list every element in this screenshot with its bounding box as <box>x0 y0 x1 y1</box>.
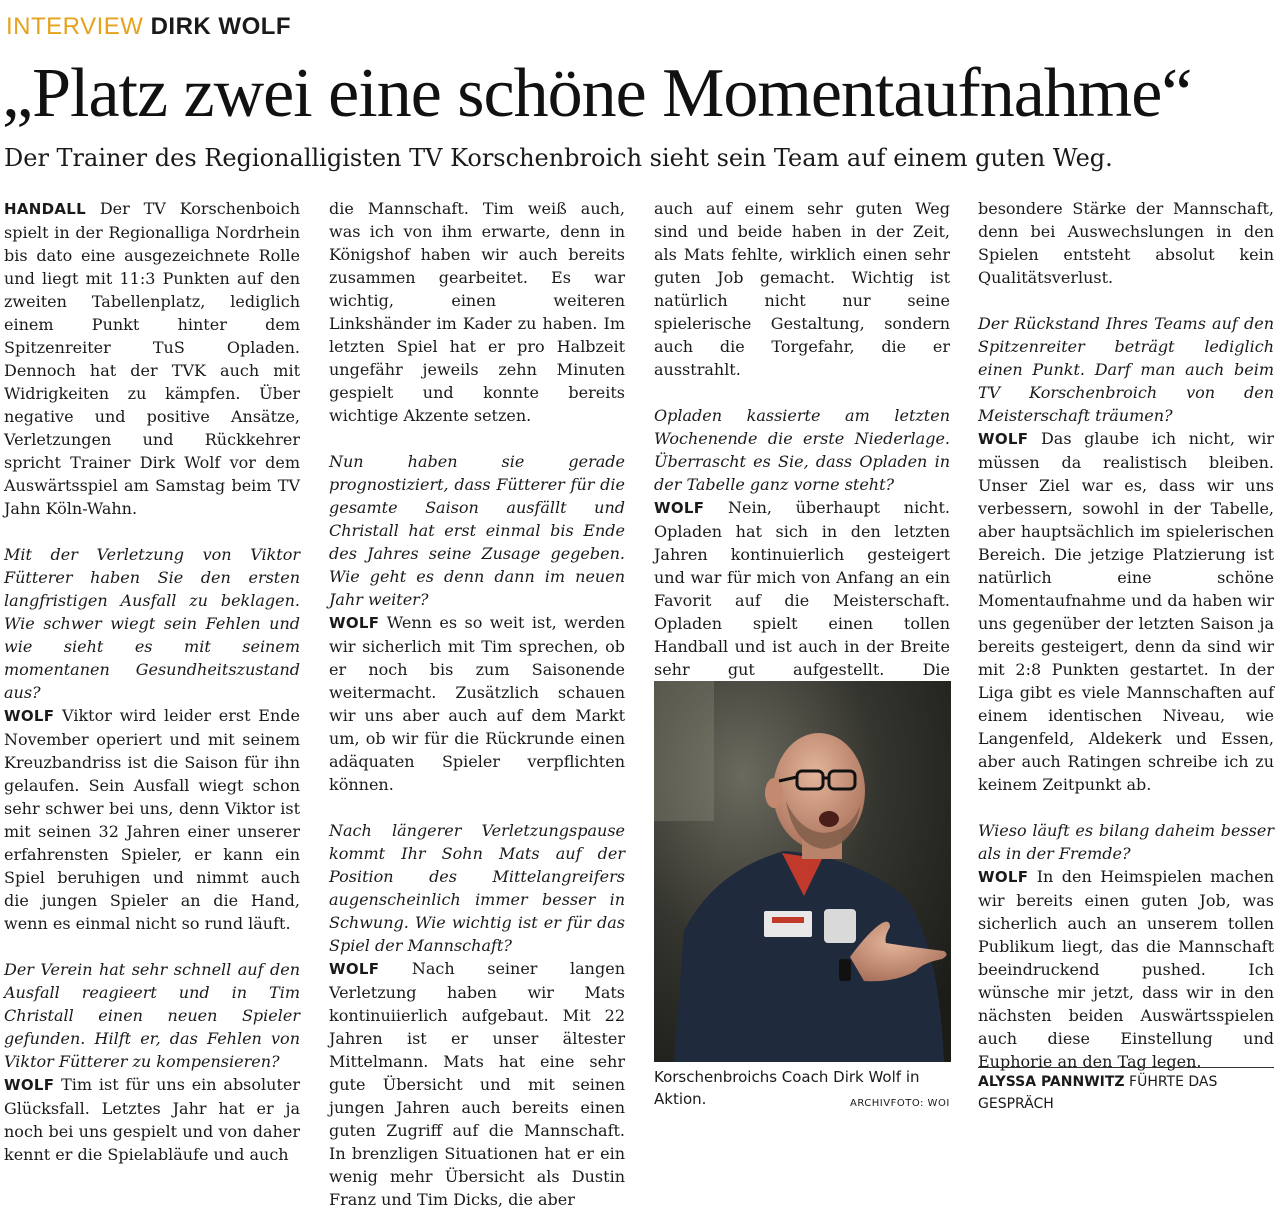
intro-paragraph <box>4 197 300 520</box>
question-2: Der Verein hat sehr schnell auf den Ausfall reagieert und in Tim Christall einen neuen Spieler gefunden. Hilft er, das Fehlen von Viktor Fütterer zu kompensieren? <box>4 960 300 1071</box>
subheadline: Der Trainer des Regionalligisten TV Korschenbroich sieht sein Team auf einem guten Weg. <box>4 144 1113 172</box>
speaker-tag: WOLF <box>978 868 1029 886</box>
headline: „Platz zwei eine schöne Momentaufnahme“ <box>2 55 1192 132</box>
answer-4-part-2: auch auf einem sehr guten Weg sind und beide haben in der Zeit, als Mats fehlte, wirklich einen sehr guten Job gemacht. Wichtig ist natürlich nicht nur seine spielerische Gestaltung, sondern auch die Torgefahr, die er ausstrahlt. <box>654 199 950 379</box>
speaker-tag: WOLF <box>4 707 55 725</box>
article-column-1 <box>4 197 300 1166</box>
answer-1 <box>4 704 300 935</box>
kicker-label: INTERVIEW <box>6 13 144 40</box>
coach-illustration <box>654 681 951 1062</box>
answer-4-part-1 <box>329 957 625 1211</box>
answer-5-text-a: Nein, überhaupt nicht. Opladen hat sich in den letzten Jahren kontinuierlich gesteigert und war für mich von Anfang an ein Favorit auf die Meisterschaft. Opladen spielt einen tollen Handball und ist auch in der Breite sehr gut aufgestellt. Die <box>654 498 950 679</box>
photo-caption: Korschenbroichs Coach Dirk Wolf in Aktion. <box>654 1068 920 1108</box>
answer-7-text: In den Heimspielen machen wir bereits einen guten Job, was sicherlich auch an unserem tollen Publikum liegt, das die Mannschaft beeindruckend pushed. Ich wünsche mir jetzt, dass wir in den nächsten beiden Auswärtsspielen auch diese Einstellung und Euphorie an den Tag legen. <box>978 867 1274 1071</box>
speaker-tag: WOLF <box>654 499 705 517</box>
speaker-tag: WOLF <box>329 614 380 632</box>
answer-2-part-2: die Mannschaft. Tim weiß auch, was ich von ihm erwarte, denn in Königshof haben wir auch bereits zusammen gearbeitet. Es war wichtig, einen weiteren Linkshänder im Kader zu haben. Im letzten Spiel hat er pro Halbzeit ungefähr jeweils zehn Minuten gespielt und konnte bereits wichtige Akzente setzen. <box>329 199 625 425</box>
answer-1-text: Viktor wird leider erst Ende November operiert und mit seinem Kreuzbandriss ist die Saison für ihn gelaufen. Sein Ausfall wiegt schon sehr schwer bei uns, denn Viktor ist mit seinen 32 Jahren einer unserer erfahrensten Spieler, er kann ein Spiel beruhigen und nimmt auch die jungen Spieler an die Hand, wenn es einmal nicht so rund läuft. <box>4 706 300 933</box>
answer-3-text: Wenn es so weit ist, werden wir sicherlich mit Tim sprechen, ob er noch bis zum Saisonende weitermacht. Zusätzlich schauen wir uns aber auch auf dem Markt um, ob wir für die Rückrunde einen adäquaten Spieler verpflichten können. <box>329 613 625 794</box>
speaker-tag: WOLF <box>329 960 380 978</box>
speaker-tag: WOLF <box>978 430 1029 448</box>
author-note: FÜHRTE DAS GESPRÄCH <box>978 1074 1218 1112</box>
article-column-3 <box>654 197 950 704</box>
answer-3 <box>329 611 625 796</box>
answer-6 <box>978 427 1274 796</box>
answer-2-text-a: Tim ist für uns ein absoluter Glücksfall. Letztes Jahr hat er ja noch bei uns gespielt und von daher kennt er die Spielabläufe und auch <box>4 1075 300 1164</box>
byline <box>978 1071 1274 1115</box>
answer-5-part-1 <box>654 496 950 704</box>
article-column-4 <box>978 197 1274 1073</box>
coach-photo <box>654 681 951 1062</box>
photo-credit: ARCHIVFOTO: WOI <box>850 1098 950 1109</box>
speaker-tag: WOLF <box>4 1076 55 1094</box>
answer-5-part-2: besondere Stärke der Mannschaft, denn bei Auswechslungen in den Spielen entsteht absolut kein Qualitätsverlust. <box>978 199 1274 287</box>
question-5: Opladen kassierte am letzten Wochenende die erste Niederlage. Überrascht es Sie, dass Opladen in der Tabelle ganz vorne steht? <box>654 406 950 494</box>
question-7: Wieso läuft es bilang daheim besser als in der Fremde? <box>978 821 1274 863</box>
article-column-2 <box>329 197 625 1211</box>
intro-text: Der TV Korschenboich spielt in der Regionalliga Nordrhein bis dato eine ausgezeichnete Rolle und liegt mit 11:3 Punkten auf den zweiten Tabellenplatz, lediglich einem Punkt hinter dem Spitzenreiter TuS Opladen. Dennoch hat der TVK auch mit Widrigkeiten zu kämpfen. Über negative und positive Ansätze, Verletzungen und Rückkehrer spricht Trainer Dirk Wolf vor dem Auswärtsspiel am Samstag beim TV Jahn Köln-Wahn. <box>4 199 300 518</box>
answer-6-text: Das glaube ich nicht, wir müssen da realistisch bleiben. Unser Ziel war es, dass wir uns verbessern, sowohl in der Tabelle, aber hauptsächlich im spielerischen Bereich. Die jetzige Platzierung ist natürlich eine schöne Momentaufnahme und da haben wir uns gegenüber der letzten Saison ja bereits gesteigert, denn da sind wir mit 2:8 Punkten gestartet. In der Liga gibt es viele Mannschaften auf einem identischen Niveau, wie Langenfeld, Aldekerk und Essen, aber auch Ratingen schreibe ich zu keinem Zeitpunkt ab. <box>978 429 1274 794</box>
question-6: Der Rückstand Ihres Teams auf den Spitzenreiter beträgt lediglich einen Punkt. Darf man auch beim TV Korschenbroich von den Meisterschaft träumen? <box>978 314 1274 425</box>
author-name: ALYSSA PANNWITZ <box>978 1074 1125 1090</box>
kicker-name: DIRK WOLF <box>150 13 292 40</box>
section-kicker <box>6 12 291 42</box>
question-4: Nach längerer Verletzungspause kommt Ihr Sohn Mats auf der Position des Mittelangreifers augenscheinlich immer besser in Schwung. Wie wichtig ist er für das Spiel der Mannschaft? <box>329 821 625 955</box>
byline-divider <box>978 1067 1274 1068</box>
answer-2-part-1 <box>4 1073 300 1166</box>
question-1: Mit der Verletzung von Viktor Fütterer haben Sie den ersten langfristigen Ausfall zu beklagen. Wie schwer wiegt sein Fehlen und wie sieht es mit seinem momentanen Gesundheitszustand aus? <box>4 545 300 702</box>
question-3: Nun haben sie gerade prognostiziert, dass Fütterer für die gesamte Saison ausfällt und Christall hat erst einmal bis Ende des Jahres seine Zusage gegeben. Wie geht es denn dann im neuen Jahr weiter? <box>329 452 625 609</box>
dateline-tag: HANDALL <box>4 200 86 218</box>
answer-4-text-a: Nach seiner langen Verletzung haben wir Mats kontinuiierlich aufgebaut. Mit 22 Jahren ist er unser ältester Mittelmann. Mats hat eine sehr gute Übersicht und mit seinen jungen Jahren auch bereits einen guten Zugriff auf die Mannschaft. In brenzligen Situationen hat er ein wenig mehr Übersicht als Dustin Franz und Tim Dicks, die aber <box>329 959 625 1209</box>
answer-7 <box>978 865 1274 1073</box>
